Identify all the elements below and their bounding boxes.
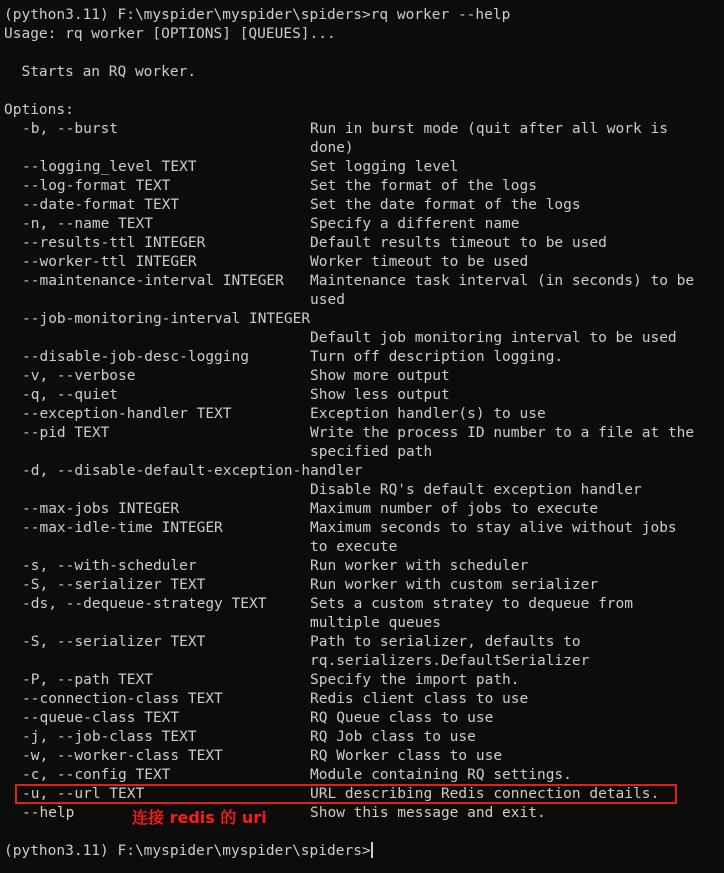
option-row bbox=[4, 462, 720, 481]
option-description: Path to serializer, defaults to bbox=[310, 634, 581, 650]
option-description: Set the date format of the logs bbox=[310, 197, 581, 213]
option-description: Maintenance task interval (in seconds) to be bbox=[310, 273, 695, 289]
option-description: RQ Job class to use bbox=[310, 729, 476, 745]
option-name: --pid TEXT bbox=[22, 425, 110, 441]
option-row bbox=[4, 158, 720, 177]
option-name: -c, --config TEXT bbox=[22, 767, 171, 783]
option-row bbox=[4, 595, 720, 614]
option-row bbox=[4, 557, 720, 576]
option-description: Default job monitoring interval to be used bbox=[310, 330, 677, 346]
option-name: -u, --url TEXT bbox=[22, 786, 145, 802]
option-description: Default results timeout to be used bbox=[310, 235, 607, 251]
option-description: rq.serializers.DefaultSerializer bbox=[310, 653, 590, 669]
option-description-continuation bbox=[4, 291, 720, 310]
option-description-continuation bbox=[4, 329, 720, 348]
options-list bbox=[4, 120, 720, 823]
option-description: multiple queues bbox=[310, 615, 441, 631]
option-row bbox=[4, 424, 720, 443]
option-description: RQ Worker class to use bbox=[310, 748, 503, 764]
options-header: Options: bbox=[4, 102, 74, 118]
option-row bbox=[4, 310, 720, 329]
option-description-continuation bbox=[4, 614, 720, 633]
blank-line bbox=[4, 44, 720, 63]
option-name: --max-idle-time INTEGER bbox=[22, 520, 223, 536]
option-row bbox=[4, 177, 720, 196]
option-row bbox=[4, 348, 720, 367]
option-description: specified path bbox=[310, 444, 433, 460]
final-prompt-line[interactable] bbox=[4, 842, 720, 861]
option-row bbox=[4, 766, 720, 785]
option-description: Show less output bbox=[310, 387, 450, 403]
option-name: -S, --serializer TEXT bbox=[22, 577, 206, 593]
option-description: used bbox=[310, 292, 345, 308]
option-description: Run in burst mode (quit after all work is bbox=[310, 121, 668, 137]
option-name: --max-jobs INTEGER bbox=[22, 501, 180, 517]
option-description: Write the process ID number to a file at the bbox=[310, 425, 695, 441]
option-row bbox=[4, 234, 720, 253]
option-description: to execute bbox=[310, 539, 398, 555]
option-row bbox=[4, 120, 720, 139]
option-name: --help bbox=[22, 805, 75, 821]
option-name: --connection-class TEXT bbox=[22, 691, 223, 707]
option-row bbox=[4, 804, 720, 823]
option-description: Specify the import path. bbox=[310, 672, 520, 688]
option-description: RQ Queue class to use bbox=[310, 710, 494, 726]
option-name: -w, --worker-class TEXT bbox=[22, 748, 223, 764]
option-row bbox=[4, 272, 720, 291]
highlight-box-url-option bbox=[15, 784, 677, 804]
option-row bbox=[4, 367, 720, 386]
option-description: Set logging level bbox=[310, 159, 459, 175]
option-description: Run worker with scheduler bbox=[310, 558, 529, 574]
option-description: Redis client class to use bbox=[310, 691, 529, 707]
option-description: Exception handler(s) to use bbox=[310, 406, 546, 422]
option-description: Run worker with custom serializer bbox=[310, 577, 599, 593]
option-description-continuation bbox=[4, 443, 720, 462]
option-description: Sets a custom stratey to dequeue from bbox=[310, 596, 634, 612]
option-description-continuation bbox=[4, 652, 720, 671]
option-name: -s, --with-scheduler bbox=[22, 558, 197, 574]
option-row bbox=[4, 253, 720, 272]
option-row bbox=[4, 215, 720, 234]
annotation-label: 连接 redis 的 uri bbox=[132, 808, 267, 827]
option-name: --logging_level TEXT bbox=[22, 159, 197, 175]
option-row bbox=[4, 519, 720, 538]
option-description: URL describing Redis connection details. bbox=[310, 786, 660, 802]
option-row bbox=[4, 709, 720, 728]
option-name: --results-ttl INTEGER bbox=[22, 235, 206, 251]
option-name: --job-monitoring-interval INTEGER bbox=[22, 311, 311, 327]
option-name: -d, --disable-default-exception-handler bbox=[22, 463, 363, 479]
option-row bbox=[4, 386, 720, 405]
option-row bbox=[4, 576, 720, 595]
option-description: Turn off description logging. bbox=[310, 349, 564, 365]
option-name: -j, --job-class TEXT bbox=[22, 729, 197, 745]
option-description-continuation bbox=[4, 538, 720, 557]
option-row bbox=[4, 405, 720, 424]
option-name: --log-format TEXT bbox=[22, 178, 171, 194]
blank-line bbox=[4, 823, 720, 842]
option-row bbox=[4, 633, 720, 652]
terminal-output bbox=[4, 6, 720, 861]
option-name: -q, --quiet bbox=[22, 387, 119, 403]
option-name: -ds, --dequeue-strategy TEXT bbox=[22, 596, 267, 612]
option-description: done) bbox=[310, 140, 354, 156]
option-description-continuation bbox=[4, 139, 720, 158]
option-name: --maintenance-interval INTEGER bbox=[22, 273, 284, 289]
option-description: Worker timeout to be used bbox=[310, 254, 529, 270]
description-line: Starts an RQ worker. bbox=[4, 64, 197, 80]
option-name: -P, --path TEXT bbox=[22, 672, 153, 688]
text-cursor bbox=[371, 842, 373, 858]
option-name: --queue-class TEXT bbox=[22, 710, 180, 726]
option-name: --exception-handler TEXT bbox=[22, 406, 232, 422]
option-row bbox=[4, 747, 720, 766]
option-name: -n, --name TEXT bbox=[22, 216, 153, 232]
option-name: --date-format TEXT bbox=[22, 197, 180, 213]
option-description: Maximum seconds to stay alive without jobs bbox=[310, 520, 677, 536]
option-name: -b, --burst bbox=[22, 121, 119, 137]
option-row bbox=[4, 690, 720, 709]
option-description: Set the format of the logs bbox=[310, 178, 537, 194]
option-row bbox=[4, 671, 720, 690]
option-row bbox=[4, 500, 720, 519]
option-description: Show this message and exit. bbox=[310, 805, 546, 821]
option-name: --worker-ttl INTEGER bbox=[22, 254, 197, 270]
option-description: Maximum number of jobs to execute bbox=[310, 501, 599, 517]
usage-line: Usage: rq worker [OPTIONS] [QUEUES]... bbox=[4, 26, 336, 42]
option-name: --disable-job-desc-logging bbox=[22, 349, 249, 365]
option-description: Show more output bbox=[310, 368, 450, 384]
option-row bbox=[4, 196, 720, 215]
option-row bbox=[4, 728, 720, 747]
option-name: -S, --serializer TEXT bbox=[22, 634, 206, 650]
option-description: Disable RQ's default exception handler bbox=[310, 482, 642, 498]
final-prompt: (python3.11) F:\myspider\myspider\spiders> bbox=[4, 843, 371, 859]
option-name: -v, --verbose bbox=[22, 368, 136, 384]
option-description: Specify a different name bbox=[310, 216, 520, 232]
option-description-continuation bbox=[4, 481, 720, 500]
option-description: Module containing RQ settings. bbox=[310, 767, 572, 783]
command-line: (python3.11) F:\myspider\myspider\spiders>rq worker --help bbox=[4, 7, 511, 23]
blank-line bbox=[4, 82, 720, 101]
